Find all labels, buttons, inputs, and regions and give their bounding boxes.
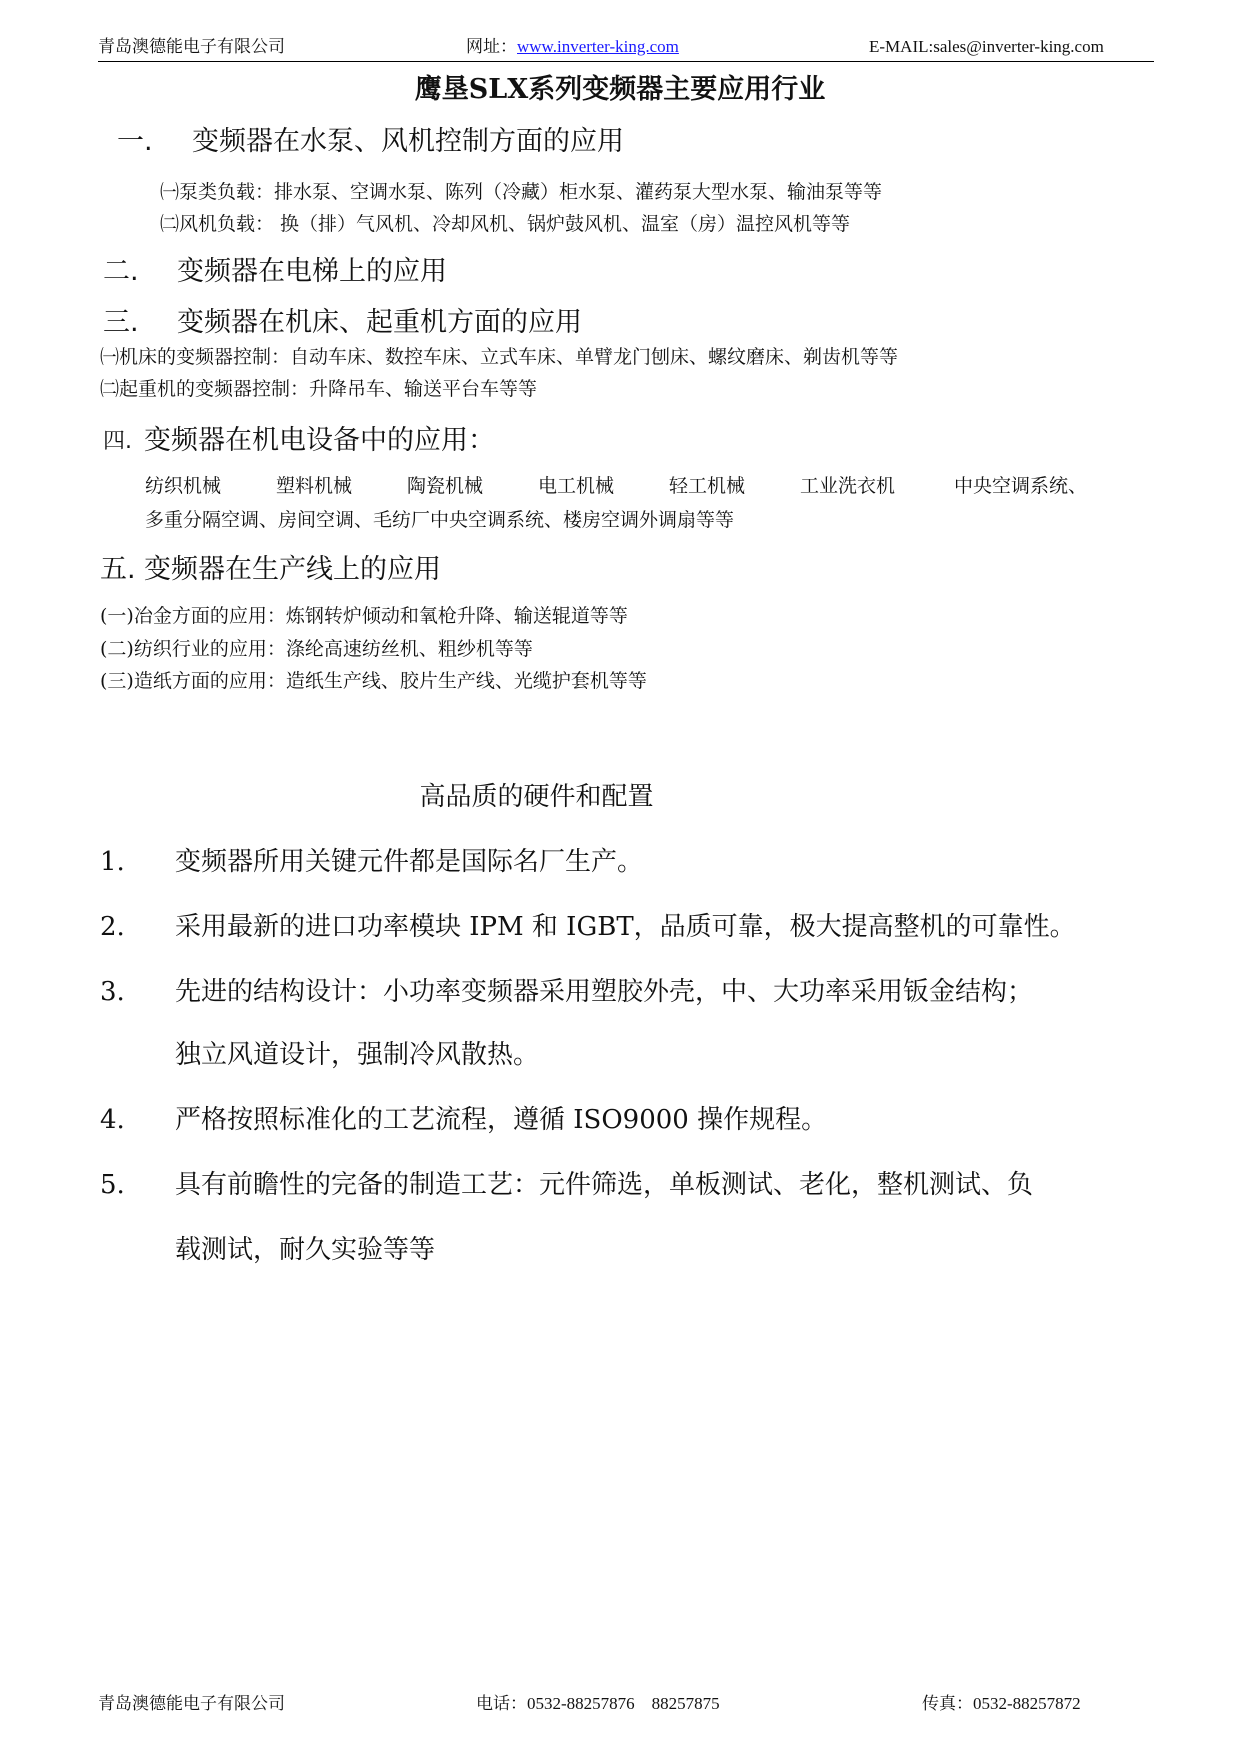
quality-item: 采用最新的进口功率模块 IPM 和 IGBT，品质可靠，极大提高整机的可靠性。 [175,912,1076,942]
footer-company: 青岛澳德能电子有限公司 [98,1694,285,1713]
industry-line-2: 多重分隔空调、房间空调、毛纺厂中央空调系统、楼房空调外调扇等等 [145,509,735,531]
header-divider [98,61,1154,62]
list-item: ㈠机床的变频器控制：自动车床、数控车床、立式车床、单臂龙门刨床、螺纹磨床、剃齿机等等 [100,346,899,368]
quality-item-cont: 独立风道设计，强制冷风散热。 [175,1040,540,1070]
section-4-title: 变频器在机电设备中的应用： [144,425,495,456]
header-company: 青岛澳德能电子有限公司 [98,37,285,56]
footer-phone: 电话：0532-88257876 88257875 [476,1694,720,1713]
list-item: (三)造纸方面的应用：造纸生产线、胶片生产线、光缆护套机等等 [100,670,647,692]
header-email: E-MAIL:sales@inverter-king.com [869,37,1104,56]
quality-item: 变频器所用关键元件都是国际名厂生产。 [175,847,644,877]
website-link[interactable]: www.inverter-king.com [517,37,679,56]
industry-item: 电工机械 [538,475,615,497]
quality-item: 严格按照标准化的工艺流程，遵循 ISO9000 操作规程。 [175,1105,828,1135]
section-2-number: 二. [103,256,139,287]
list-item: ㈠泵类负载：排水泵、空调水泵、陈列（冷藏）柜水泵、灌药泵大型水泵、输油泵等等 [160,181,883,203]
section-1-title: 变频器在水泵、风机控制方面的应用 [192,126,624,157]
industry-item: 中央空调系统、 [954,475,1088,497]
quality-number: 1. [100,847,125,877]
list-item: ㈡风机负载： 换（排）气风机、冷却风机、锅炉鼓风机、温室（房）温控风机等等 [160,213,851,235]
website-label: 网址： [466,37,517,56]
quality-item: 具有前瞻性的完备的制造工艺：元件筛选，单板测试、老化，整机测试、负 [175,1170,1034,1200]
list-item: ㈡起重机的变频器控制：升降吊车、输送平台车等等 [100,378,538,400]
quality-number: 3. [100,977,125,1007]
header-website [466,38,679,55]
footer-fax: 传真：0532-88257872 [922,1694,1081,1713]
quality-item-cont: 载测试，耐久实验等等 [175,1235,436,1265]
quality-number: 2. [100,912,125,942]
section-4-number: 四. [103,429,132,454]
section-5-title: 变频器在生产线上的应用 [144,554,441,585]
quality-title: 高品质的硬件和配置 [419,782,654,812]
quality-item: 先进的结构设计：小功率变频器采用塑胶外壳，中、大功率采用钣金结构； [175,977,1034,1007]
industry-item: 陶瓷机械 [407,475,484,497]
industry-item: 工业洗衣机 [800,475,896,497]
page-title: 鹰垦SLX系列变频器主要应用行业 [414,74,826,105]
quality-number: 5. [100,1170,125,1200]
section-3-number: 三. [103,307,139,338]
section-5-number: 五. [100,554,136,585]
list-item: (二)纺织行业的应用：涤纶高速纺丝机、粗纱机等等 [100,638,533,660]
section-3-title: 变频器在机床、起重机方面的应用 [177,307,582,338]
section-2-title: 变频器在电梯上的应用 [177,256,447,287]
industry-item: 纺织机械 [145,475,222,497]
list-item: (一)冶金方面的应用：炼钢转炉倾动和氧枪升降、输送辊道等等 [100,605,628,627]
industry-item: 轻工机械 [669,475,746,497]
quality-number: 4. [100,1105,125,1135]
industry-item: 塑料机械 [276,475,353,497]
section-1-number: 一. [117,126,153,157]
